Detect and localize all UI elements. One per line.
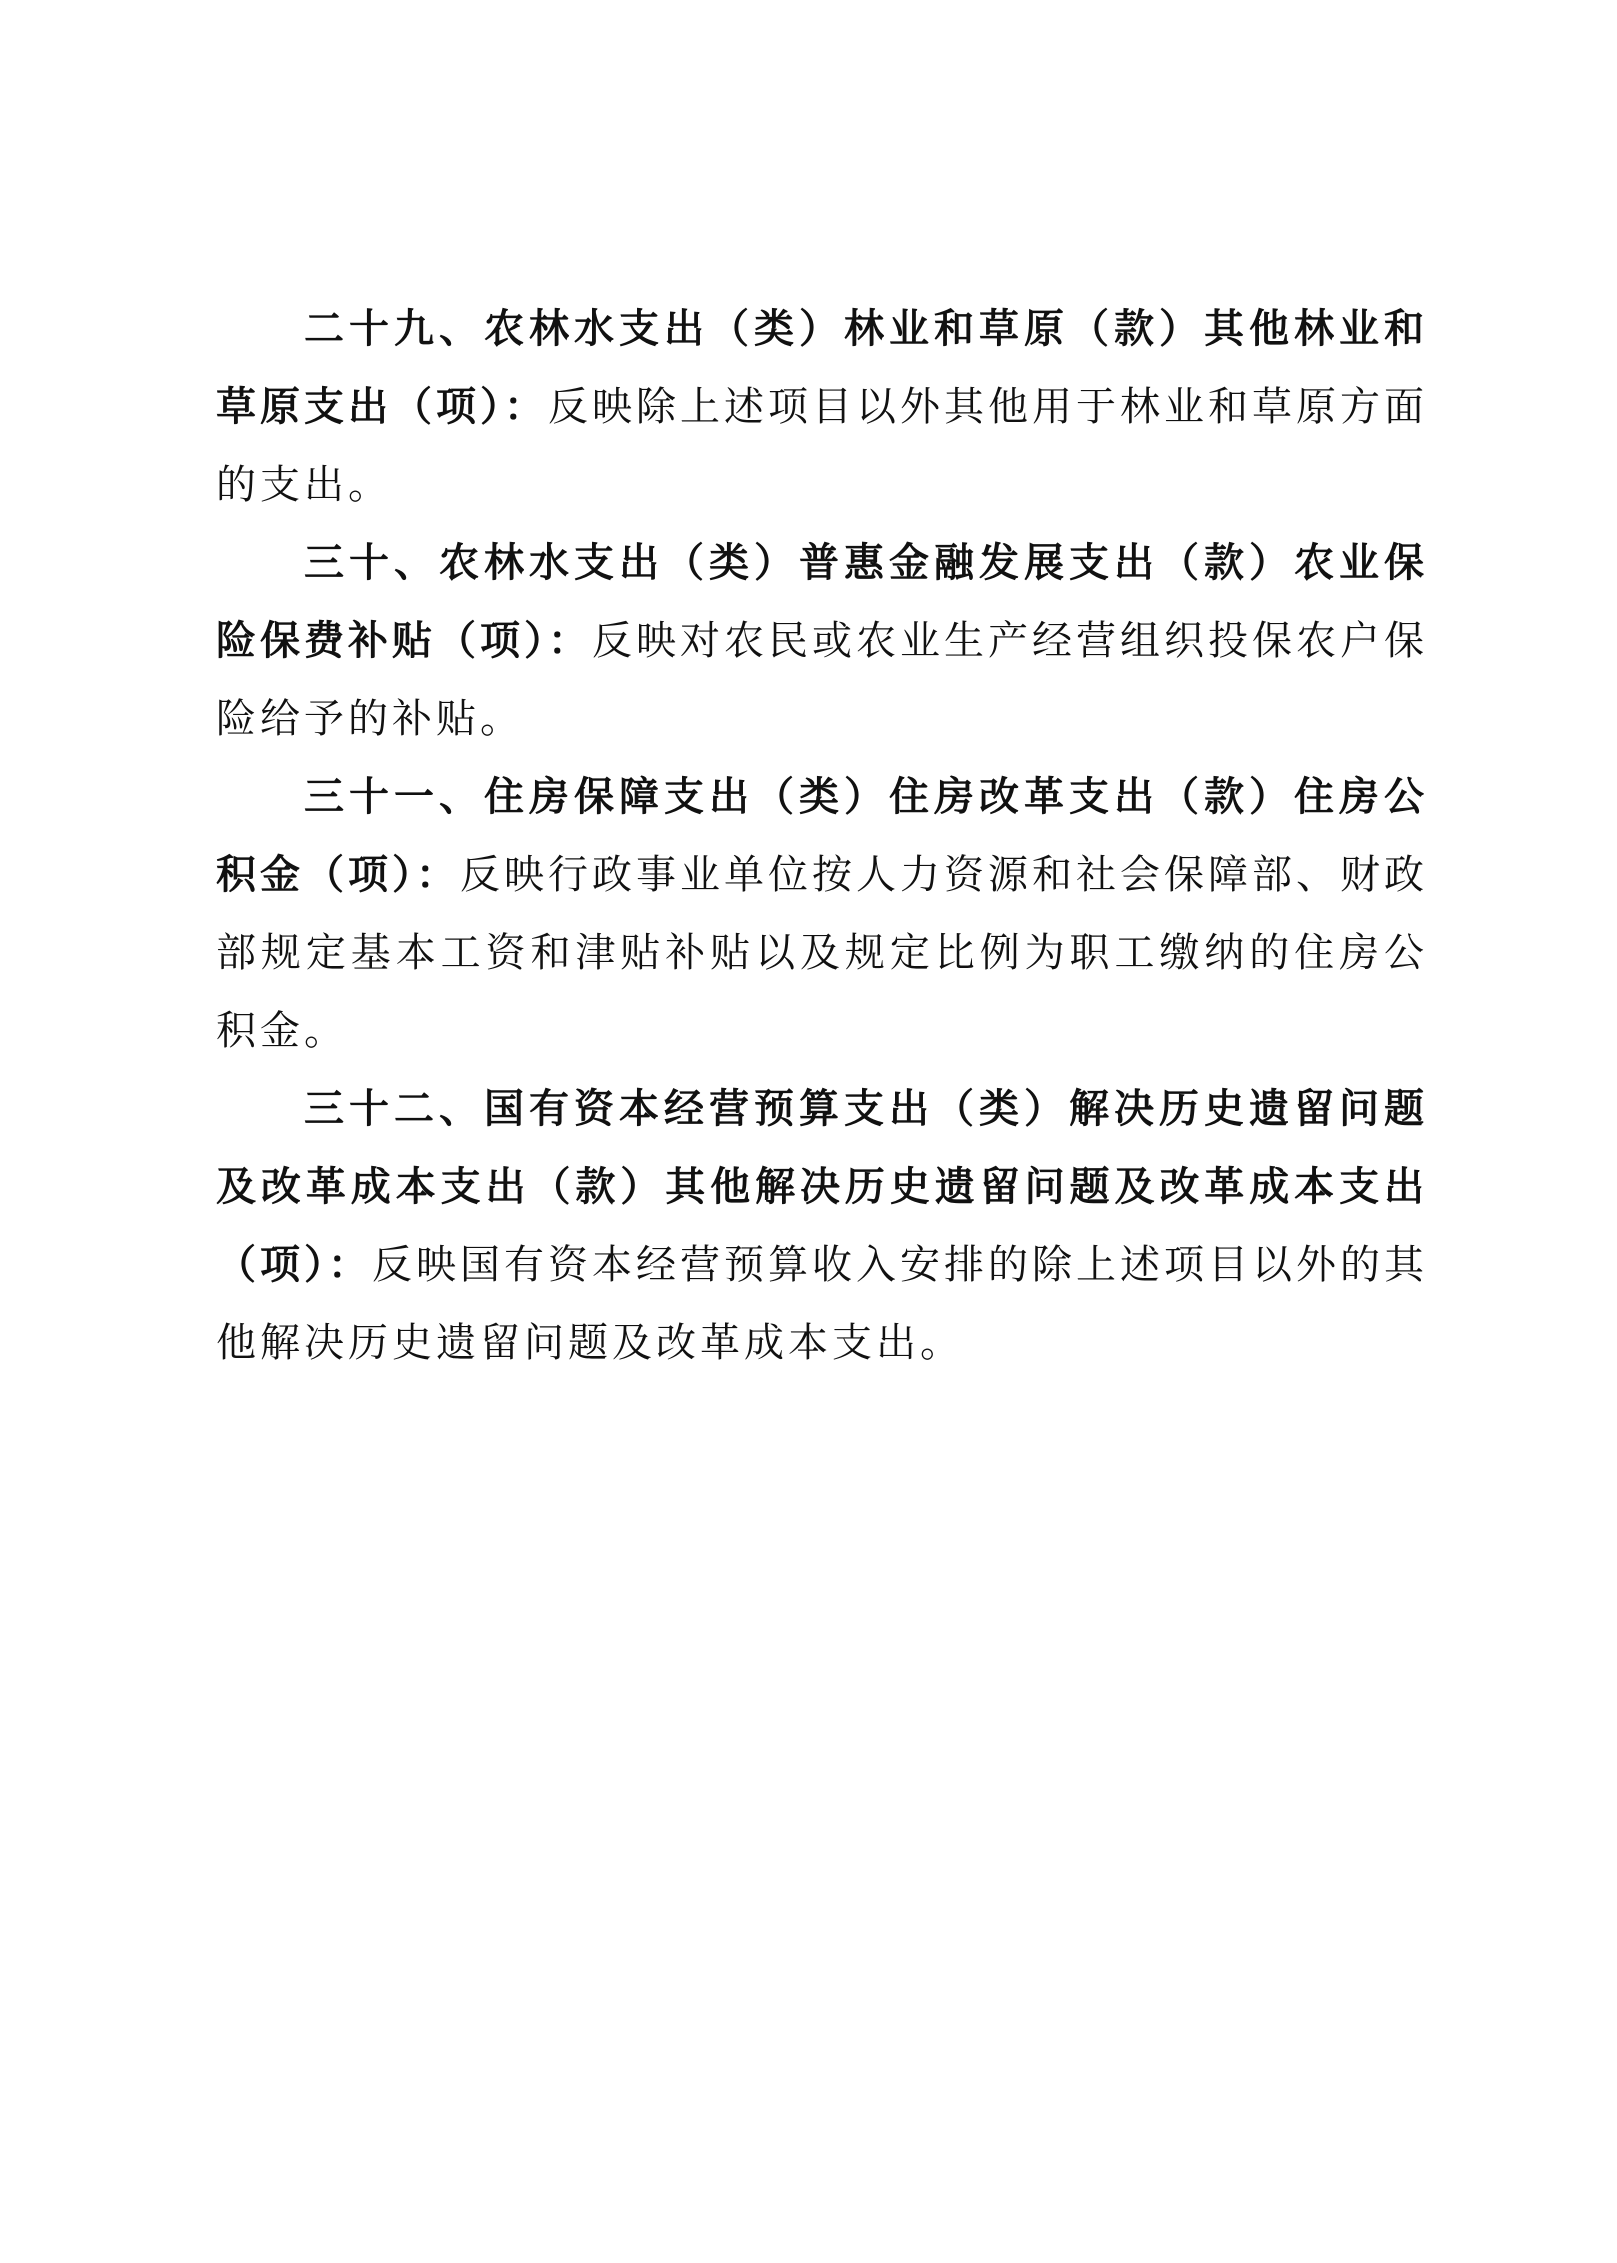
item-heading: 三十二、国有资本经营预算支出（类）解决历史遗留问题及改革成本支出（款）其他解决历史遗留问题及改革成本支出（项）： — [216, 1085, 1428, 1288]
item-description: 反映国有资本经营预算收入安排的除上述项目以外的其他解决历史遗留问题及改革成本支出。 — [216, 1242, 1428, 1366]
paragraph-31 — [216, 758, 1428, 1070]
paragraph-32 — [216, 1070, 1428, 1382]
paragraph-29 — [216, 290, 1428, 524]
item-heading: 二十九、农林水支出（类）林业和草原（款）其他林业和草原支出（项）： — [216, 305, 1428, 430]
item-heading: 三十、农林水支出（类）普惠金融发展支出（款）农业保险保费补贴（项）： — [216, 539, 1428, 664]
item-description: 反映行政事业单位按人力资源和社会保障部、财政部规定基本工资和津贴补贴以及规定比例为职工缴纳的住房公积金。 — [216, 852, 1428, 1054]
item-description: 反映对农民或农业生产经营组织投保农户保险给予的补贴。 — [216, 618, 1428, 742]
document-body — [216, 290, 1428, 1382]
paragraph-30 — [216, 524, 1428, 758]
item-heading: 三十一、住房保障支出（类）住房改革支出（款）住房公积金（项）： — [216, 773, 1428, 898]
item-description: 反映除上述项目以外其他用于林业和草原方面的支出。 — [216, 384, 1428, 508]
